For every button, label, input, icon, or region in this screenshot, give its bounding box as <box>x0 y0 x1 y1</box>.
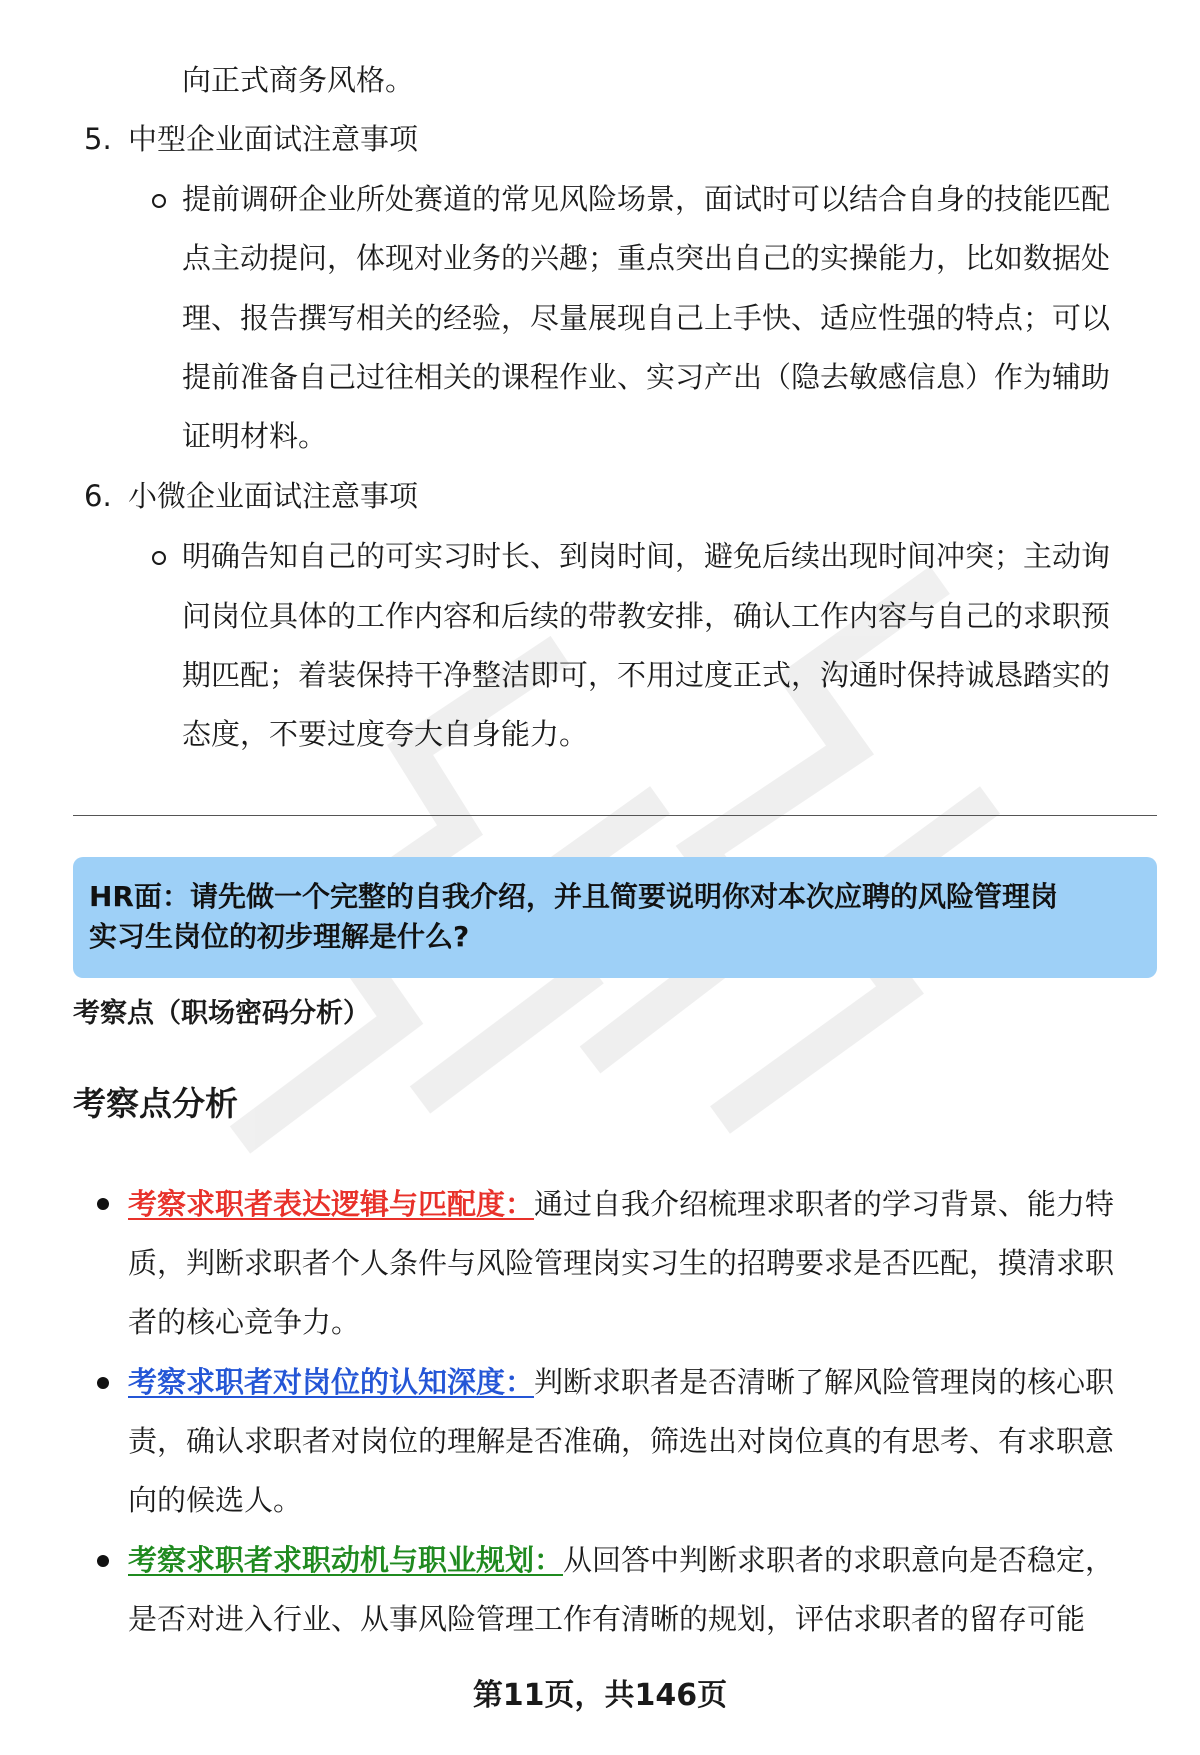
point-keyword: 考察求职者表达逻辑与匹配度： <box>128 1187 535 1221</box>
bullet-dot-icon <box>97 1377 109 1389</box>
intro-tail-text: 向正式商务风格。 <box>182 63 415 97</box>
item-title: 中型企业面试注意事项 <box>128 122 419 156</box>
item-detail-line: 点主动提问，体现对业务的兴趣；重点突出自己的实操能力，比如数据处 <box>182 241 1111 275</box>
item-detail-line: 提前准备自己过往相关的课程作业、实习产出（隐去敏感信息）作为辅助 <box>182 360 1111 394</box>
circle-bullet-icon <box>152 551 166 565</box>
item-number: 6. <box>84 479 112 513</box>
point-keyword: 考察求职者求职动机与职业规划： <box>128 1543 564 1577</box>
point-line: 向的候选人。 <box>128 1483 303 1517</box>
point-line: 者的核心竞争力。 <box>128 1305 361 1339</box>
item-number: 5. <box>84 122 112 156</box>
point-first-line <box>128 1184 1114 1224</box>
item-detail-line: 证明材料。 <box>182 419 328 453</box>
point-text: 从回答中判断求职者的求职意向是否稳定， <box>563 1543 1115 1577</box>
item-detail-line: 态度，不要过度夸大自身能力。 <box>182 717 589 751</box>
item-detail-line: 提前调研企业所处赛道的常见风险场景，面试时可以结合自身的技能匹配 <box>182 182 1111 216</box>
item-detail-line: 理、报告撰写相关的经验，尽量展现自己上手快、适应性强的特点；可以 <box>182 301 1111 335</box>
question-line-2: 实习生岗位的初步理解是什么? <box>89 920 470 953</box>
point-line: 质，判断求职者个人条件与风险管理岗实习生的招聘要求是否匹配，摸清求职 <box>128 1246 1115 1280</box>
bullet-dot-icon <box>97 1198 109 1210</box>
section-title: 考察点分析 <box>73 1084 238 1123</box>
question-line-1: HR面：请先做一个完整的自我介绍，并且简要说明你对本次应聘的风险管理岗 <box>89 880 1058 913</box>
point-first-line <box>128 1540 1114 1580</box>
item-detail-line: 期匹配；着装保持干净整洁即可，不用过度正式，沟通时保持诚恳踏实的 <box>182 658 1111 692</box>
point-keyword: 考察求职者对岗位的认知深度： <box>128 1365 535 1399</box>
section-small-title: 考察点（职场密码分析） <box>73 998 370 1029</box>
item-detail-line: 明确告知自己的可实习时长、到岗时间，避免后续出现时间冲突；主动询 <box>182 539 1111 573</box>
question-box <box>73 857 1157 978</box>
point-text: 判断求职者是否清晰了解风险管理岗的核心职 <box>534 1365 1115 1399</box>
page-footer: 第11页，共146页 <box>472 1678 728 1713</box>
point-line: 是否对进入行业、从事风险管理工作有清晰的规划，评估求职者的留存可能 <box>128 1602 1086 1636</box>
point-line: 责，确认求职者对岗位的理解是否准确，筛选出对岗位真的有思考、有求职意 <box>128 1424 1115 1458</box>
section-divider <box>73 815 1157 816</box>
point-text: 通过自我介绍梳理求职者的学习背景、能力特 <box>534 1187 1115 1221</box>
bullet-dot-icon <box>97 1555 109 1567</box>
item-title: 小微企业面试注意事项 <box>128 479 419 513</box>
circle-bullet-icon <box>152 194 166 208</box>
point-first-line <box>128 1362 1114 1402</box>
item-detail-line: 问岗位具体的工作内容和后续的带教安排，确认工作内容与自己的求职预 <box>182 599 1111 633</box>
